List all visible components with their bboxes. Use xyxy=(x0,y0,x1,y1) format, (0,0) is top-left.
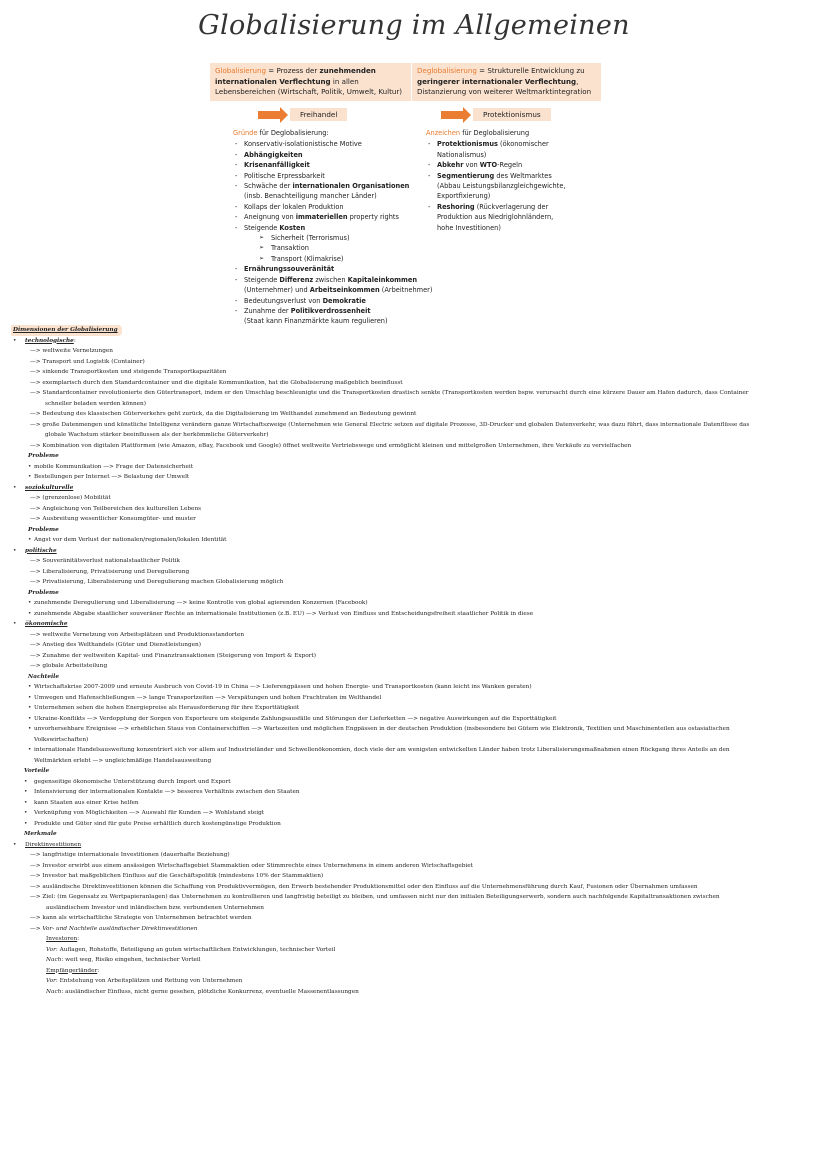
list-item: ➢ Sicherheit (Terrorismus) xyxy=(233,233,433,243)
dimension-oekonomische: ökonomische xyxy=(25,621,68,627)
globalisierung-definition: Globalisierung = Prozess der zunehmenden internationalen Verflechtung in allen Lebensbereichen (Wirtschaft, Politik, Umwelt, Kultur) xyxy=(210,63,411,101)
text-line: —> kann als wirtschaftliche Strategie von Unternehmen betrachtet werden xyxy=(30,915,252,921)
text-line: • Unternehmen sehen die hohen Energiepreise als Herausforderung für ihre Exporttätigkeit xyxy=(11,703,817,714)
text-line: —> weltweite Vernetzung von Arbeitsplätzen und Produktionsstandorten xyxy=(30,631,245,638)
text-line: —> Ausbreitung wesentlicher Konsumgüter- und muster xyxy=(30,516,196,522)
text-line: • gegenseitige ökonomische Unterstützung durch Import und Export xyxy=(11,777,817,788)
list-item: (insb. Benachteiligung mancher Länder) xyxy=(244,192,377,201)
list-item: (Abbau Leistungsbilanzgleichgewichte, xyxy=(437,182,566,191)
text-line: • Angst vor dem Verlust der nationalen/regionalen/lokalen Identität xyxy=(11,535,817,546)
text-line: • zunehmende Deregulierung und Liberalisierung —> keine Kontrolle von global agierenden Konzernen (Facebook) xyxy=(11,598,817,609)
text-line: —> Standardcontainer revolutionierte den Gütertransport, indem er den Umschlag beschleunigte und die Transportkosten drastisch senkte (Transportkosten werden bspw. verursacht durch eine kürzere Dauer am Hafen dadurch, dass Container xyxy=(30,390,749,396)
list-item: ➢ Transaktion xyxy=(233,243,433,253)
text-line: • kann Staaten aus einer Krise helfen xyxy=(11,798,817,809)
text-line: —> Privatisierung, Liberalisierung und Deregulierung machen Globalisierung möglich xyxy=(30,579,284,585)
text-line: • Intensivierung der internationalen Kontakte —> besseres Verhältnis zwischen den Staaten xyxy=(11,787,817,798)
list-item: - Steigende Kosten xyxy=(233,223,433,233)
text-line: —> weltweite Vernetzungen xyxy=(30,348,113,354)
text-line: —> Zunahme der weltweiten Kapital- und Finanztransaktionen (Steigerung von Import & Export) xyxy=(30,652,316,659)
anzeichen-list: Anzeichen für Deglobalisierung - Protektionismus (ökonomischer Nationalismus) - Abkehr von WTO-Regeln - Segmentierung des Weltmarktes (Abbau Leistungsbilanzgleichgewichte, Exportfixierung) - Reshoring (Rückverlagerung der Produktion aus Niedriglohnländern, hohe Investitionen) xyxy=(426,128,596,233)
globalisierung-term: Globalisierung xyxy=(215,66,267,75)
text-line: —> Bedeutung des klassischen Güterverkehrs geht zurück, da die Digitalisierung im Welthandel zunehmend an Bedeutung gewinnt xyxy=(30,411,417,417)
list-item: - Schwäche der internationalen Organisationen xyxy=(233,181,433,191)
list-item: - Konservativ-isolationistische Motive xyxy=(233,139,433,149)
dimensionen-section: Dimensionen der Globalisierung • technologische: —> weltweite Vernetzungen —> Transport und Logistik (Container) —> sinkende Transportkosten und steigende Transportkapazitäten —> exemplarisch durch den Standardcontainer und die digitale Kommunikation, hat die Globalisierung maßgeblich beeinflusst —> Standardcontainer revolutionierte den Gütertransport, indem er den Umschlag beschleunigte und die Transportkosten drastisch senkte (Transportkosten werden bspw. verursacht durch eine kürzere Dauer am Hafen dadurch, dass Container schneller beladen werden können) —> Bedeutung des klassischen Güterverkehrs geht zurück, da die Digitalisierung im Welthandel zunehmend an Bedeutung gewinnt —> große Datenmengen und künstliche Intelligenz verändern ganze Wirtschaftszweige (Unternehmen wie General Electric setzen auf digitale Prozesse, 3D-Drucker und globalen Datenverkehr, was dazu führt, dass internationale Datenflüsse das globale Wachstum stärker beeinflussen als der herkömmliche Güterverkehr) —> Kombination von digitalen Plattformen (wie Amazon, eBay, Facebook und Google) öffnet weltweite Vertriebswege und ermöglicht kleinen und mittelgroßen Unternehmen, ihre Verkäufe zu vervielfachen Probleme • mobile Kommunikation —> Frage der Datensicherheit • Bestellungen per Internet —> Belastung der Umwelt • soziokulturelle —> (grenzenlose) Mobilität —> Angleichung von Teilbereichen des kulturellen Lebens —> Ausbreitung wesentlicher Konsumgüter- und muster Probleme • Angst vor dem Verlust der nationalen/regionalen/lokalen Identität • politische —> Souveränitätsverlust nationalstaatlicher Politik —> Liberalisierung, Privatisierung und Deregulierung —> Privatisierung, Liberalisierung und Deregulierung machen Globalisierung möglich Probleme • zunehmende Deregulierung und Liberalisierung —> keine Kontrolle von global agierenden Konzernen (Facebook) • zunehmende Abgabe staatlicher souveräner Rechte an internationale Institutionen (z.B. EU) —> Verlust von Einfluss und Entscheidungsfreiheit staatlicher Politik in diese • ökonomische —> weltweite Vernetzung von Arbeitsplätzen und Produktionsstandorten —> Anstieg des Welthandels (Güter und Dienstleistungen) —> Zunahme der weltweiten Kapital- und Finanztransaktionen (Steigerung von Import & Export) —> globale Arbeitsteilung Nachteile • Wirtschaftskrise 2007-2009 und erneute Ausbruch von Covid-19 in China —> Lieferengpässen und hohen Energie- und Transportkosten (kann leicht ins Wanken geraten) • Umwegen und Hafenschließungen —> lange Transportzeiten —> Verspätungen und hohen Frachtraten im Welthandel • Unternehmen sehen die hohen Energiepreise als Herausforderung für ihre Exporttätigkeit • Ukraine-Konflikts —> Verdopplung der Sorgen von Exporteure um steigende Zahlungsausfälle und Störungen der Lieferketten —> negative Auswirkungen auf die Exporttätigkeit • unvorhersehbare Ereignisse —> erheblichen Staus von Containerschiffen —> Wartezeiten und möglichen Engpässen in der deutschen Produktion (insbesondere bei Gütern wie Elektronik, Textilien und Maschinenteilen aus ostasiatischen Volkswirtschaften) • internationale Handelsausweitung konzentriert sich vor allem auf Industrieländer und Schwellenökonomien, doch viele der am wenigsten entwickelten Länder haben trotz Liberalisierungsmaßnahmen einen Rückgang ihres Anteils an den Weltmärkten erlebt —> ungleichmäßige Handelsausweitung Vorteile • gegenseitige ökonomische Unterstützung durch Import und Export • Intensivierung der internationalen Kontakte —> besseres Verhältnis zwischen den Staaten • kann Staaten aus einer Krise helfen • Verknüpfung von Möglichkeiten —> Auswahl für Kunden —> Wohlstand steigt • Produkte und Güter sind für gute Preise erhältlich durch kostengünstige Produktion Merkmale • Direktinvestitionen —> langfristige internationale Investitionen (dauerhafte Beziehung) —> Investor erwirbt aus einem ansässigen Wirtschaftsgebiet Stammaktien oder Stimmrechte eines Unternehmens in einem anderen Wirtschaftsgebiet —> Investor hat maßgeblichen Einfluss auf die Geschäftspolitik (mindestens 10% der Stammaktien) —> ausländische Direktinvestitionen können die Schaffung von Produktivvermögen, den Erwerb bestehender Produktionsmittel oder den Einfluss auf die Unternehmensführung durch Kauf, Fusionen oder Übernahmen umfassen —> Ziel: (im Gegensatz zu Wertpapieranlagen) das Unternehmen zu kontrollieren und langfristig beteiligt zu bleiben, und umfassen nicht nur den initialen Beteiligungserwerb, sondern auch nachfolgende Kapitaltransaktionen zwischen ausländischem Investor und inländischen bzw. verbundenen Unternehmen —> kann als wirtschaftliche Strategie von Unternehmen betrachtet werden —> Vor- und Nachteile ausländischer Direktinvestitionen Investoren: Vor: Auflagen, Rohstoffe, Beteiligung an guten wirtschaftlichen Entwicklungen, technischer Vorteil Nach: weit weg, Risiko eingehen, technischer Vorteil Empfängerländer: Vor: Entstehung von Arbeitsplätzen und Rettung von Unternehmen Nach: ausländischer Einfluss, nicht gerne gesehen, plötzliche Konkurrenz, eventuelle Massenentlassungen xyxy=(11,325,817,997)
list-item: hohe Investitionen) xyxy=(437,223,501,232)
text-line: Volkswirtschaften) xyxy=(34,736,89,743)
text-line: • Bestellungen per Internet —> Belastung der Umwelt xyxy=(11,472,817,483)
text-line: globale Wachstum stärker beeinflussen als der herkömmliche Güterverkehr) xyxy=(45,432,269,438)
text-line: schneller beladen werden können) xyxy=(45,400,146,407)
text-line: • internationale Handelsausweitung konzentriert sich vor allem auf Industrieländer und Schwellenökonomien, doch viele der am wenigsten entwickelten Länder haben trotz Liberalisierungsmaßnahmen einen Rückgang ihres Anteils an den xyxy=(11,745,817,756)
text-line: —> sinkende Transportkosten und steigende Transportkapazitäten xyxy=(30,369,227,375)
text-line: • Wirtschaftskrise 2007-2009 und erneute Ausbruch von Covid-19 in China —> Lieferengpässen und hohen Energie- und Transportkosten (kann leicht ins Wanken geraten) xyxy=(11,682,817,693)
right-arrow-icon xyxy=(441,111,463,119)
list-item: (Staat kann Finanzmärkte kaum regulieren) xyxy=(244,317,388,326)
list-item: Exportfixierung) xyxy=(437,192,491,201)
protektionismus-arrow-row xyxy=(441,108,551,121)
list-item: - Politische Erpressbarkeit xyxy=(233,171,433,181)
list-item: - Steigende Differenz zwischen Kapitaleinkommen xyxy=(233,275,433,285)
list-item: - Bedeutungsverlust von Demokratie xyxy=(233,296,433,306)
text-line: —> Kombination von digitalen Plattformen (wie Amazon, eBay, Facebook und Google) öffnet weltweite Vertriebswege und ermöglicht kleinen und mittelgroßen Unternehmen, ihre Verkäufe zu vervielfachen xyxy=(30,442,632,449)
text-line: —> Investor hat maßgeblichen Einfluss auf die Geschäftspolitik (mindestens 10% der Stammaktien) xyxy=(30,873,324,879)
right-arrow-icon xyxy=(258,111,280,119)
list-item: (Unternehmer) und Arbeitseinkommen (Arbeitnehmer) xyxy=(244,286,433,295)
page-title: Globalisierung im Allgemeinen xyxy=(198,10,630,41)
freihandel-label: Freihandel xyxy=(290,108,347,121)
text-line: —> langfristige internationale Investitionen (dauerhafte Beziehung) xyxy=(30,852,230,858)
list-item: - Krisenanfälligkeit xyxy=(233,160,433,170)
list-item: - Abhängigkeiten xyxy=(233,150,433,160)
text-line: —> Ziel: (im Gegensatz zu Wertpapieranlagen) das Unternehmen zu kontrollieren und langfristig beteiligt zu bleiben, und umfassen nicht nur den initialen Beteiligungserwerb, sondern auch nachfolgende Kapitaltransaktionen zwischen xyxy=(30,894,720,900)
text-line: ausländischem Investor und inländischen bzw. verbundenen Unternehmen xyxy=(46,904,265,911)
text-line: —> exemplarisch durch den Standardcontainer und die digitale Kommunikation, hat die Globalisierung maßgeblich beeinflusst xyxy=(30,379,403,386)
list-item: - Zunahme der Politikverdrossenheit xyxy=(233,306,433,316)
deglobalisierung-term: Deglobalisierung xyxy=(417,66,477,75)
deglobalisierung-definition: Deglobalisierung = Strukturelle Entwicklung zu geringerer internationaler Verflechtung, Distanzierung von weiterer Weltmarktintegration xyxy=(412,63,601,101)
list-item: - Segmentierung des Weltmarktes xyxy=(426,171,596,181)
text-line: —> globale Arbeitsteilung xyxy=(30,663,108,669)
section-title: Dimensionen der Globalisierung xyxy=(11,325,122,336)
text-line: • unvorhersehbare Ereignisse —> erheblichen Staus von Containerschiffen —> Wartezeiten und möglichen Engpässen in der deutschen Produktion (insbesondere bei Gütern wie Elektronik, Textilien und Maschinenteilen aus ostasiatischen xyxy=(11,724,817,735)
text-line: • Ukraine-Konflikts —> Verdopplung der Sorgen von Exporteure um steigende Zahlungsausfälle und Störungen der Lieferketten —> negative Auswirkungen auf die Exporttätigkeit xyxy=(11,714,817,725)
text-line: —> Anstieg des Welthandels (Güter und Dienstleistungen) xyxy=(30,642,201,648)
text-line: —> Transport und Logistik (Container) xyxy=(30,358,145,365)
text-line: —> (grenzenlose) Mobilität xyxy=(30,495,111,501)
list-item: - Ernährungssouveränität xyxy=(233,264,433,274)
list-item: - Aneignung von immateriellen property rights xyxy=(233,212,433,222)
text-line: —> Liberalisierung, Privatisierung und Deregulierung xyxy=(30,568,190,575)
text-line: • Umwegen und Hafenschließungen —> lange Transportzeiten —> Verspätungen und hohen Frachtraten im Welthandel xyxy=(11,693,817,704)
text-line: • mobile Kommunikation —> Frage der Datensicherheit xyxy=(11,462,817,473)
text-line: —> Souveränitätsverlust nationalstaatlicher Politik xyxy=(30,558,181,564)
list-item: - Abkehr von WTO-Regeln xyxy=(426,160,596,170)
list-item: - Kollaps der lokalen Produktion xyxy=(233,202,433,212)
direktinvestitionen-heading: Direktinvestitionen xyxy=(25,841,82,848)
dimension-soziokulturelle: soziokulturelle xyxy=(25,484,74,491)
text-line: • Verknüpfung von Möglichkeiten —> Auswahl für Kunden —> Wohlstand steigt xyxy=(11,808,817,819)
list-item: - Reshoring (Rückverlagerung der xyxy=(426,202,596,212)
text-line: • zunehmende Abgabe staatlicher souveräner Rechte an internationale Institutionen (z.B. EU) —> Verlust von Einfluss und Entscheidungsfreiheit staatlicher Politik in diese xyxy=(11,609,817,620)
protektionismus-label: Protektionismus xyxy=(473,108,551,121)
text-line: Weltmärkten erlebt —> ungleichmäßige Handelsausweitung xyxy=(34,757,212,764)
list-item: Produktion aus Niedriglohnländern, xyxy=(437,213,554,222)
text-line: —> Angleichung von Teilbereichen des kulturellen Lebens xyxy=(30,505,202,512)
dimension-technologische: technologische xyxy=(25,337,74,344)
freihandel-arrow-row xyxy=(258,108,347,121)
list-item: - Protektionismus (ökonomischer xyxy=(426,139,596,149)
list-item: Nationalismus) xyxy=(437,150,487,159)
gruende-list: Gründe für Deglobalisierung: - Konservativ-isolationistische Motive - Abhängigkeiten - Krisenanfälligkeit - Politische Erpressbarkeit - Schwäche der internationalen Organisationen (insb. Benachteiligung mancher Länder) - Kollaps der lokalen Produktion - Aneignung von immateriellen property rights - Steigende Kosten ➢ Sicherheit (Terrorismus) ➢ Transaktion ➢ Transport (Klimakrise) - Ernährungssouveränität - Steigende Differenz zwischen Kapitaleinkommen (Unternehmer) und Arbeitseinkommen (Arbeitnehmer) - Bedeutungsverlust von Demokratie - Zunahme der Politikverdrossenheit (Staat kann Finanzmärkte kaum regulieren) xyxy=(233,128,433,327)
text-line: • Produkte und Güter sind für gute Preise erhältlich durch kostengünstige Produktion xyxy=(11,819,817,830)
text-line: —> große Datenmengen und künstliche Intelligenz verändern ganze Wirtschaftszweige (Unternehmen wie General Electric setzen auf digitale Prozesse, 3D-Drucker und globalen Datenverkehr, was dazu führt, dass internationale Datenflüsse das xyxy=(30,421,750,428)
list-item: ➢ Transport (Klimakrise) xyxy=(233,254,433,264)
dimension-politische: politische xyxy=(25,547,57,554)
text-line: —> ausländische Direktinvestitionen können die Schaffung von Produktivvermögen, den Erwerb bestehender Produktionsmittel oder den Einfluss auf die Unternehmensführung durch Kauf, Fusionen oder Übernahmen umfassen xyxy=(30,883,698,890)
text-line: —> Investor erwirbt aus einem ansässigen Wirtschaftsgebiet Stammaktien oder Stimmrechte eines Unternehmens in einem anderen Wirtschaftsgebiet xyxy=(30,862,473,869)
